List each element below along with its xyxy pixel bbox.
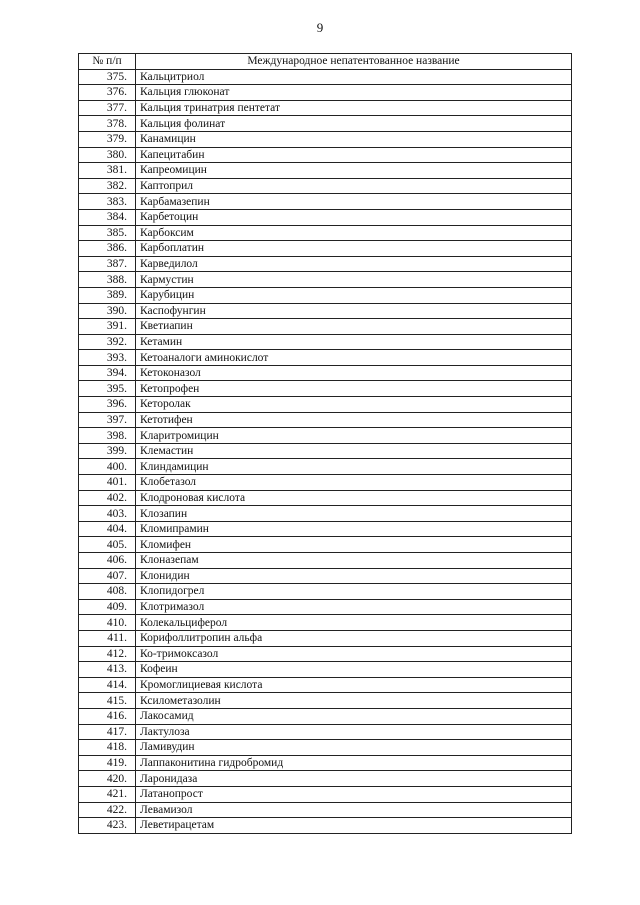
row-number: 389.: [79, 287, 136, 303]
row-number: 379.: [79, 131, 136, 147]
drug-name: Канамицин: [136, 131, 572, 147]
drug-name: Кломифен: [136, 537, 572, 553]
drug-name: Кломипрамин: [136, 521, 572, 537]
table-row: [79, 428, 572, 444]
drug-name: Карбетоцин: [136, 209, 572, 225]
table-row: [79, 69, 572, 85]
row-number: 400.: [79, 459, 136, 475]
drug-name: Клемастин: [136, 443, 572, 459]
table-row: [79, 771, 572, 787]
drug-name: Карбамазепин: [136, 194, 572, 210]
table-row: [79, 287, 572, 303]
table-row: [79, 319, 572, 335]
drug-name: Клобетазол: [136, 475, 572, 491]
table-row: [79, 615, 572, 631]
row-number: 421.: [79, 786, 136, 802]
drug-name: Капреомицин: [136, 163, 572, 179]
row-number: 411.: [79, 630, 136, 646]
drug-name: Латанопрост: [136, 786, 572, 802]
table-row: [79, 599, 572, 615]
table-row: [79, 818, 572, 834]
row-number: 399.: [79, 443, 136, 459]
table-row: [79, 537, 572, 553]
table-row: [79, 584, 572, 600]
row-number: 412.: [79, 646, 136, 662]
drug-name: Кетоаналоги аминокислот: [136, 350, 572, 366]
drug-name: Кетамин: [136, 334, 572, 350]
row-number: 404.: [79, 521, 136, 537]
page-number: 9: [316, 20, 324, 35]
row-number: 394.: [79, 365, 136, 381]
drug-name: Клотримазол: [136, 599, 572, 615]
table-row: [79, 116, 572, 132]
table-row: [79, 786, 572, 802]
table-row: [79, 397, 572, 413]
table-row: [79, 708, 572, 724]
table-row: [79, 755, 572, 771]
row-number: 398.: [79, 428, 136, 444]
row-number: 402.: [79, 490, 136, 506]
table-row: [79, 459, 572, 475]
table-row: [79, 350, 572, 366]
row-number: 391.: [79, 319, 136, 335]
row-number: 416.: [79, 708, 136, 724]
drug-name: Колекальциферол: [136, 615, 572, 631]
row-number: 413.: [79, 662, 136, 678]
table-row: [79, 475, 572, 491]
row-number: 388.: [79, 272, 136, 288]
drug-name: Лаппаконитина гидробромид: [136, 755, 572, 771]
row-number: 405.: [79, 537, 136, 553]
table-row: [79, 163, 572, 179]
drug-name: Карбоплатин: [136, 241, 572, 257]
row-number: 382.: [79, 178, 136, 194]
drug-name: Леветирацетам: [136, 818, 572, 834]
row-number: 406.: [79, 553, 136, 569]
row-number: 418.: [79, 740, 136, 756]
row-number: 422.: [79, 802, 136, 818]
drug-name: Каптоприл: [136, 178, 572, 194]
header-name: Международное непатентованное название: [136, 54, 572, 70]
row-number: 385.: [79, 225, 136, 241]
table-row: [79, 412, 572, 428]
drug-name: Кеторолак: [136, 397, 572, 413]
row-number: 376.: [79, 85, 136, 101]
row-number: 408.: [79, 584, 136, 600]
drug-name: Ко-тримоксазол: [136, 646, 572, 662]
table-row: [79, 553, 572, 569]
drug-name: Кальция глюконат: [136, 85, 572, 101]
drug-name: Левамизол: [136, 802, 572, 818]
table-row: [79, 443, 572, 459]
row-number: 383.: [79, 194, 136, 210]
drug-name: Кальцитриол: [136, 69, 572, 85]
row-number: 419.: [79, 755, 136, 771]
drug-name: Кальция фолинат: [136, 116, 572, 132]
row-number: 375.: [79, 69, 136, 85]
table-body: [79, 69, 572, 833]
drug-name: Лактулоза: [136, 724, 572, 740]
drug-name: Кальция тринатрия пентетат: [136, 100, 572, 116]
table-row: [79, 802, 572, 818]
drug-name: Кетоконазол: [136, 365, 572, 381]
row-number: 415.: [79, 693, 136, 709]
table-row: [79, 131, 572, 147]
drug-name-table: [78, 53, 572, 834]
drug-name: Корифоллитропин альфа: [136, 630, 572, 646]
table-row: [79, 677, 572, 693]
drug-name: Ксилометазолин: [136, 693, 572, 709]
drug-name: Кромоглициевая кислота: [136, 677, 572, 693]
row-number: 403.: [79, 506, 136, 522]
table-row: [79, 381, 572, 397]
row-number: 397.: [79, 412, 136, 428]
table-row: [79, 272, 572, 288]
drug-name: Кетопрофен: [136, 381, 572, 397]
row-number: 401.: [79, 475, 136, 491]
table-row: [79, 100, 572, 116]
row-number: 381.: [79, 163, 136, 179]
header-number: № п/п: [79, 54, 136, 70]
table-row: [79, 646, 572, 662]
drug-name: Кофеин: [136, 662, 572, 678]
drug-name: Ламивудин: [136, 740, 572, 756]
table-row: [79, 303, 572, 319]
drug-name: Карбоксим: [136, 225, 572, 241]
row-number: 384.: [79, 209, 136, 225]
table-row: [79, 85, 572, 101]
row-number: 393.: [79, 350, 136, 366]
table-row: [79, 365, 572, 381]
table-row: [79, 630, 572, 646]
row-number: 414.: [79, 677, 136, 693]
drug-name: Карубицин: [136, 287, 572, 303]
table-row: [79, 521, 572, 537]
row-number: 378.: [79, 116, 136, 132]
table-header-row: [79, 54, 572, 70]
row-number: 386.: [79, 241, 136, 257]
row-number: 380.: [79, 147, 136, 163]
table-row: [79, 740, 572, 756]
table-row: [79, 506, 572, 522]
row-number: 387.: [79, 256, 136, 272]
row-number: 423.: [79, 818, 136, 834]
row-number: 377.: [79, 100, 136, 116]
table-row: [79, 194, 572, 210]
table-row: [79, 209, 572, 225]
table-row: [79, 147, 572, 163]
table-row: [79, 256, 572, 272]
row-number: 396.: [79, 397, 136, 413]
table-row: [79, 178, 572, 194]
table-row: [79, 225, 572, 241]
table-row: [79, 334, 572, 350]
drug-name: Ларонидаза: [136, 771, 572, 787]
table-row: [79, 724, 572, 740]
drug-name: Кетотифен: [136, 412, 572, 428]
row-number: 409.: [79, 599, 136, 615]
table-row: [79, 241, 572, 257]
table-row: [79, 490, 572, 506]
row-number: 392.: [79, 334, 136, 350]
row-number: 410.: [79, 615, 136, 631]
drug-name: Клозапин: [136, 506, 572, 522]
drug-name: Клонидин: [136, 568, 572, 584]
drug-name: Каспофунгин: [136, 303, 572, 319]
drug-name: Клопидогрел: [136, 584, 572, 600]
drug-name: Клодроновая кислота: [136, 490, 572, 506]
drug-name: Клоназепам: [136, 553, 572, 569]
drug-name: Кларитромицин: [136, 428, 572, 444]
drug-name: Кармустин: [136, 272, 572, 288]
row-number: 417.: [79, 724, 136, 740]
table-row: [79, 662, 572, 678]
drug-name: Карведилол: [136, 256, 572, 272]
table-row: [79, 693, 572, 709]
drug-name: Клиндамицин: [136, 459, 572, 475]
row-number: 420.: [79, 771, 136, 787]
drug-name: Лакосамид: [136, 708, 572, 724]
drug-name: Капецитабин: [136, 147, 572, 163]
table-row: [79, 568, 572, 584]
row-number: 395.: [79, 381, 136, 397]
drug-name: Кветиапин: [136, 319, 572, 335]
row-number: 407.: [79, 568, 136, 584]
row-number: 390.: [79, 303, 136, 319]
